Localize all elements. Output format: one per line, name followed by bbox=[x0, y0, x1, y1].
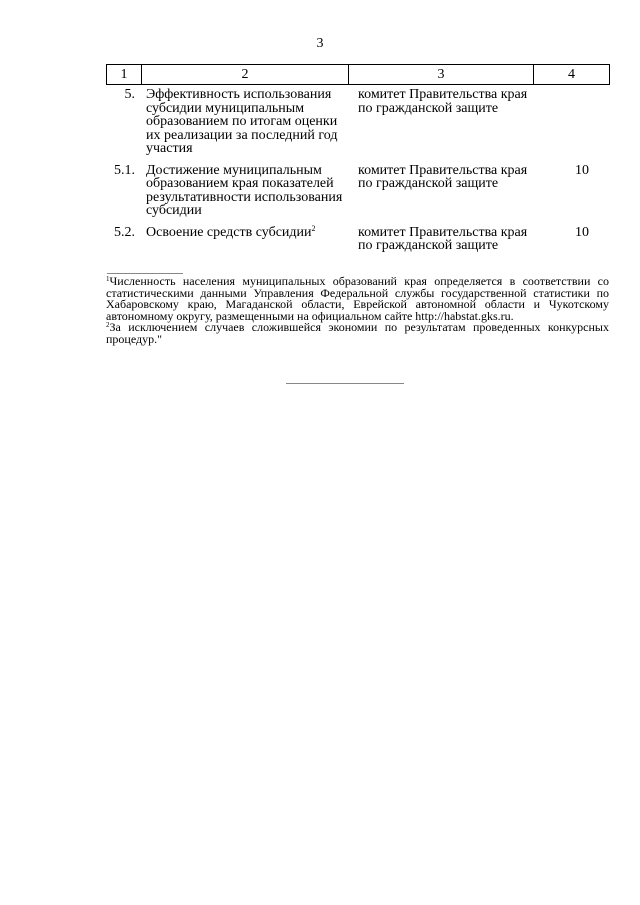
footnotes bbox=[106, 276, 609, 346]
table-row bbox=[106, 226, 622, 253]
score-value: 10 bbox=[575, 162, 589, 178]
column-header-1: 1 bbox=[107, 65, 142, 85]
score-value bbox=[542, 88, 622, 164]
responsible-body: комитет Правительства края по гражданской защите bbox=[358, 87, 528, 116]
table-row bbox=[106, 88, 622, 164]
column-header-3: 3 bbox=[349, 65, 534, 85]
footnote-mark: 2 bbox=[106, 321, 110, 330]
table-header bbox=[106, 64, 610, 85]
column-header-4: 4 bbox=[534, 65, 610, 85]
table-header-row bbox=[107, 65, 610, 85]
footnote-mark: 1 bbox=[106, 275, 110, 283]
criterion-name: Достижение муниципальным образованием края показателей результативности использования субсидии bbox=[146, 162, 343, 218]
row-number: 5. bbox=[124, 87, 135, 102]
row-number: 5.1. bbox=[114, 162, 135, 178]
column-header-2: 2 bbox=[142, 65, 349, 85]
footnote-text: Численность населения муниципальных образований края определяется в соответствии со статистическими данными Управления Федеральной службы государственной статистики по Хабаровскому краю, Магаданской области, Еврейской автономной области и Чукотскому автономному округу, размещенными на официальном сайте http://habstat.gks.ru. bbox=[106, 274, 609, 323]
responsible-body: комитет Правительства края по гражданской защите bbox=[358, 224, 528, 253]
footnote-text: За исключением случаев сложившейся экономии по результатам проведенных конкурсных процедур." bbox=[106, 320, 609, 346]
criterion-name: Освоение средств субсидии$^2$ bbox=[146, 223, 316, 240]
footnote-2 bbox=[106, 322, 609, 345]
table-row bbox=[106, 164, 622, 226]
end-separator bbox=[286, 383, 404, 384]
table-body bbox=[106, 88, 622, 253]
row-number: 5.2. bbox=[114, 224, 135, 240]
footnote-ref: 2 bbox=[311, 223, 316, 233]
criterion-name: Эффективность использования субсидии муниципальным образованием по итогам оценки их реализации за последний год участия bbox=[146, 87, 338, 156]
footnote-1 bbox=[106, 276, 609, 322]
page-number: 3 bbox=[316, 36, 324, 51]
score-value: 10 bbox=[575, 224, 589, 240]
responsible-body: комитет Правительства края по гражданской защите bbox=[358, 162, 528, 191]
